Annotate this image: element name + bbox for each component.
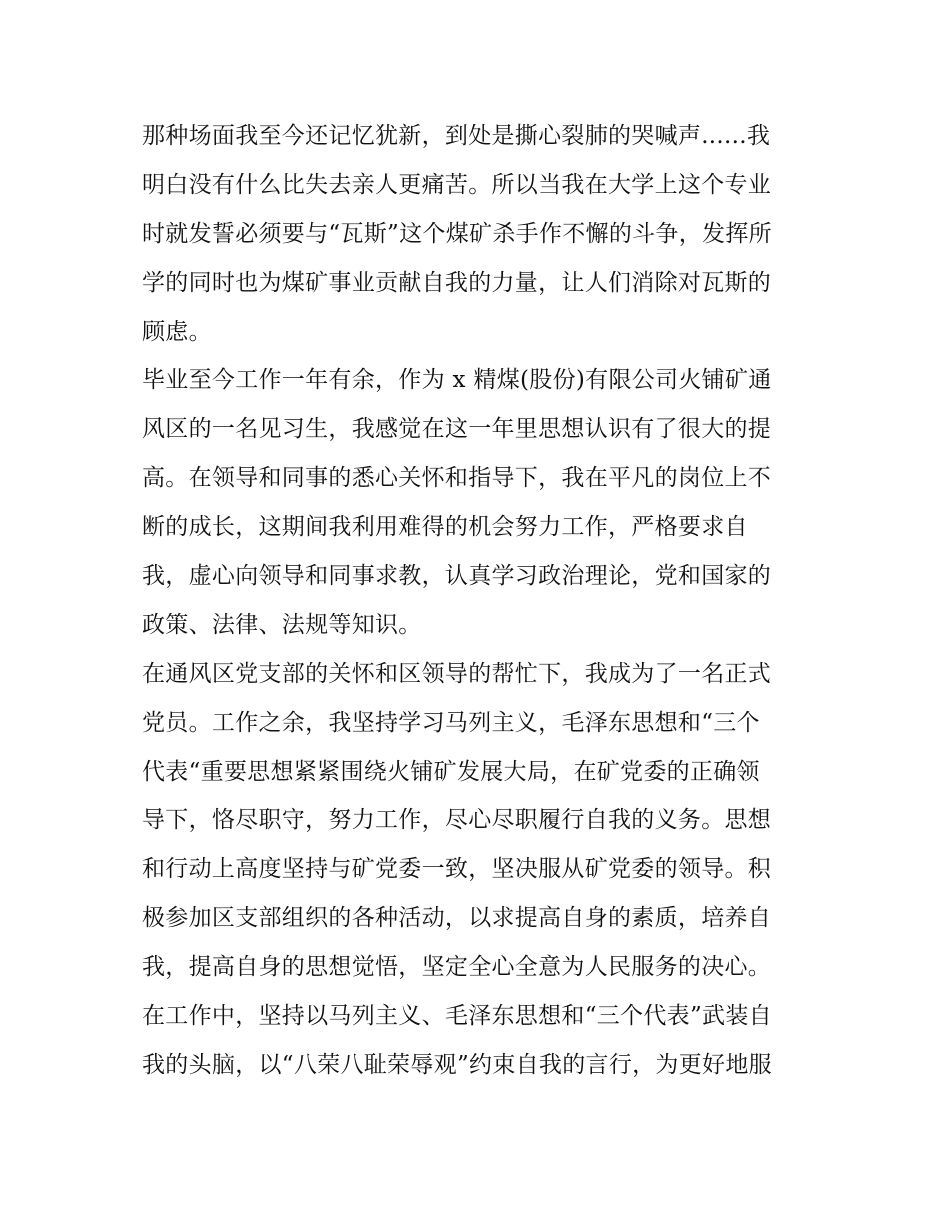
text-line: 在工作中，坚持以马列主义、毛泽东思想和“三个代表”武装自 [142,1003,772,1030]
text-line: 党员。工作之余，我坚持学习马列主义，毛泽东思想和“三个 [142,709,760,736]
text-line: 我的头脑，以“八荣八耻荣辱观”约束自我的言行，为更好地服 [142,1051,772,1078]
text-line: 极参加区支部组织的各种活动，以求提高自身的素质，培养自 [142,905,772,932]
text-line: 政策、法律、法规等知识。 [142,611,422,638]
text-line: 我，虚心向领导和同事求教，认真学习政治理论，党和国家的 [142,563,772,590]
document-body [142,112,814,1090]
text-line: 在通风区党支部的关怀和区领导的帮忙下，我成为了一名正式 [142,660,772,687]
text-line: 毕业至今工作一年有余，作为 x 精煤(股份)有限公司火铺矿通 [142,367,772,394]
text-line: 高。在领导和同事的悉心关怀和指导下，我在平凡的岗位上不 [142,465,772,492]
text-line: 风区的一名见习生，我感觉在这一年里思想认识有了很大的提 [142,416,772,443]
text-line: 那种场面我至今还记忆犹新，到处是撕心裂肺的哭喊声......我 [142,123,771,149]
text-line: 顾虑。 [142,318,212,345]
text-line: 时就发誓必须要与“瓦斯”这个煤矿杀手作不懈的斗争，发挥所 [142,220,772,247]
text-line: 断的成长，这期间我利用难得的机会努力工作，严格要求自 [142,514,748,541]
text-line: 明白没有什么比失去亲人更痛苦。所以当我在大学上这个专业 [142,171,772,198]
text-line: 学的同时也为煤矿事业贡献自我的力量，让人们消除对瓦斯的 [142,269,772,296]
text-line: 和行动上高度坚持与矿党委一致，坚决服从矿党委的领导。积 [142,856,772,883]
text-line: 代表“重要思想紧紧围绕火铺矿发展大局，在矿党委的正确领 [142,758,760,785]
text-line: 导下，恪尽职守，努力工作，尽心尽职履行自我的义务。思想 [142,807,772,834]
text-line: 我，提高自身的思想觉悟，坚定全心全意为人民服务的决心。 [142,954,772,981]
